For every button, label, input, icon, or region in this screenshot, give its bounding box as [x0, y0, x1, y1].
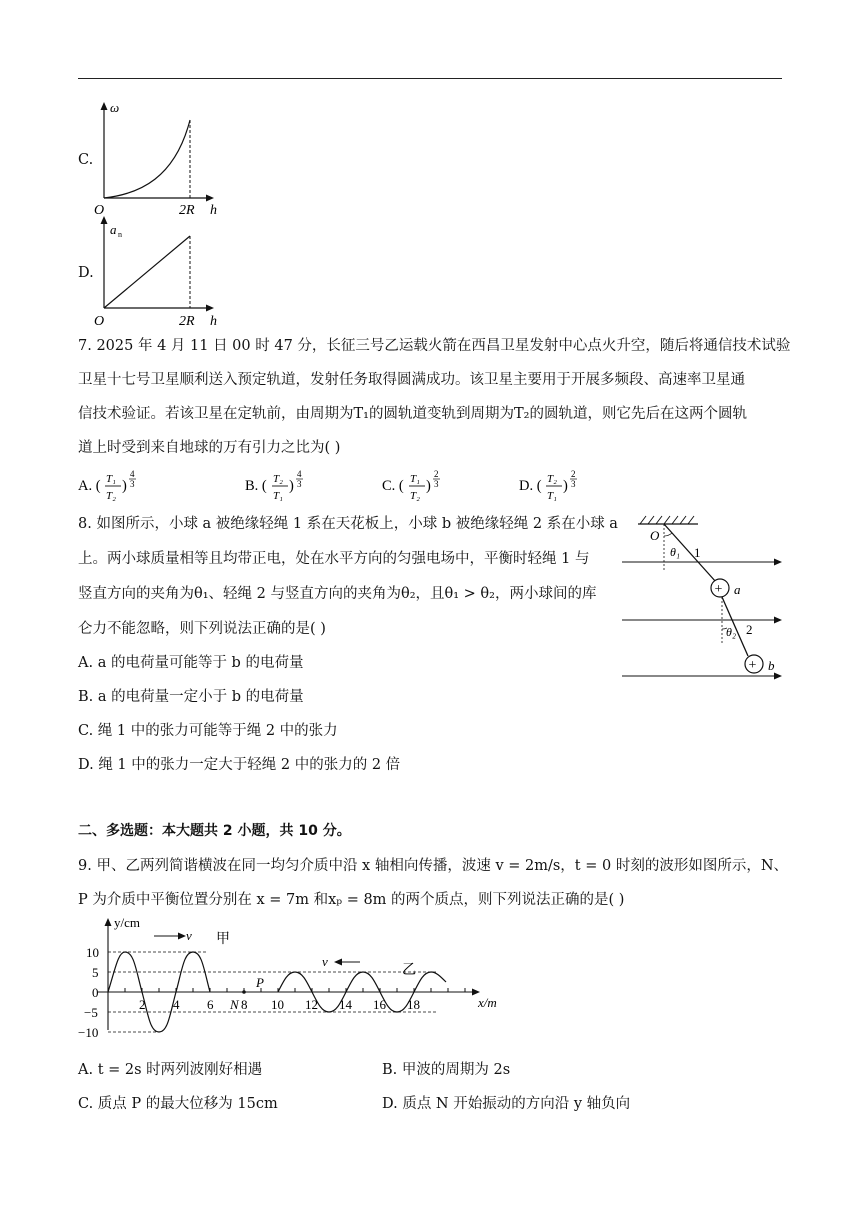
- svg-text:T₁: T₁: [410, 473, 420, 485]
- q7-option-c: [382, 469, 440, 502]
- label-P: P: [256, 975, 264, 990]
- q7-option-b: [245, 469, 303, 502]
- graph-d: [90, 212, 230, 330]
- q8-option-a: A. a 的电荷量可能等于 b 的电荷量: [78, 655, 304, 671]
- q7-line-2: 卫星十七号卫星顺利送入预定轨道，发射任务取得圆满成功。该卫星主要用于开展多频段、高速率卫星通: [78, 372, 745, 388]
- q9-option-c: C. 质点 P 的最大位移为 15cm: [78, 1096, 278, 1112]
- svg-text:T₂: T₂: [410, 490, 420, 502]
- svg-text:T₂: T₂: [273, 473, 283, 485]
- q9-line-2: P 为介质中平衡位置分别在 x = 7m 和xₚ = 8m 的两个质点，则下列说法正确的是( ): [78, 892, 625, 908]
- label-a: a: [734, 582, 741, 597]
- label-rope2: 2: [746, 622, 753, 637]
- svg-text:): ): [563, 478, 568, 494]
- x-tick-14: 14: [339, 997, 352, 1012]
- graph-c-curve: [104, 120, 190, 198]
- x-tick-4: 4: [173, 997, 180, 1012]
- svg-text:D. (: D. (: [519, 478, 542, 494]
- svg-text:C. (: C. (: [382, 478, 404, 494]
- q7-option-d: [519, 469, 577, 502]
- graph-c-x-arrow: [206, 195, 214, 202]
- graph-c-origin: O: [94, 203, 105, 218]
- graph-d-y-label: a: [110, 222, 117, 237]
- point-P: [242, 990, 246, 994]
- y-tick-10: 10: [86, 945, 99, 960]
- graph-c-y-label: ω: [110, 100, 120, 115]
- y-tick-minus10: −10: [78, 1025, 99, 1040]
- y-tick-minus5: −5: [84, 1005, 98, 1020]
- q8-line-4: 仑力不能忽略，则下列说法正确的是( ): [78, 621, 326, 637]
- graph-c: [90, 98, 230, 220]
- wave-b-name: 乙: [402, 963, 416, 978]
- graph-d-origin: O: [94, 314, 105, 329]
- q8-option-b: B. a 的电荷量一定小于 b 的电荷量: [78, 689, 304, 705]
- q7-line-4: 道上时受到来自地球的万有引力之比为( ): [78, 440, 341, 456]
- label-N: N: [230, 997, 239, 1012]
- label-O: O: [650, 528, 660, 543]
- x-tick-2: 2: [139, 997, 146, 1012]
- wave-a-v-label: v: [186, 928, 192, 943]
- svg-text:2: 2: [571, 469, 576, 479]
- x-tick-10: 10: [271, 997, 284, 1012]
- svg-text:+: +: [714, 582, 723, 597]
- svg-text:3: 3: [571, 479, 576, 489]
- svg-text:B. (: B. (: [245, 478, 267, 494]
- q9-wave-figure: [68, 910, 518, 1040]
- x-tick-6: 6: [207, 997, 214, 1012]
- q8-line-2: 上。两小球质量相等且均带正电，处在水平方向的匀强电场中，平衡时轻绳 1 与: [78, 551, 590, 567]
- x-tick-18: 18: [407, 997, 420, 1012]
- svg-text:2: 2: [434, 469, 439, 479]
- q9-option-d: D. 质点 N 开始振动的方向沿 y 轴负向: [382, 1096, 631, 1112]
- wave-a-name: 甲: [216, 932, 230, 947]
- q9-line-1: 9. 甲、乙两列简谐横波在同一均匀介质中沿 x 轴相向传播，波速 v = 2m/s，t = 0 时刻的波形如图所示，N、: [78, 858, 789, 874]
- section-2-title: 二、多选题：本大题共 2 小题，共 10 分。: [78, 823, 351, 839]
- graph-c-tick: 2R: [179, 203, 195, 218]
- q8-line-3: 竖直方向的夹角为θ₁、轻绳 2 与竖直方向的夹角为θ₂，且θ₁ > θ₂，两小球间的库: [78, 586, 597, 602]
- svg-text:3: 3: [434, 479, 439, 489]
- q8-option-d: D. 绳 1 中的张力一定大于轻绳 2 中的张力的 2 倍: [78, 757, 401, 773]
- wave-x-label: x/m: [478, 995, 497, 1010]
- svg-text:): ): [122, 478, 127, 494]
- svg-text:+: +: [748, 658, 757, 673]
- q7-options: [78, 468, 638, 504]
- label-theta1: θ₁: [670, 545, 681, 559]
- q8-line-1: 8. 如图所示，小球 a 被绝缘轻绳 1 系在天花板上，小球 b 被绝缘轻绳 2 系在小球 a: [78, 516, 618, 532]
- q9-option-b: B. 甲波的周期为 2s: [382, 1062, 511, 1078]
- wave-y-label: y/cm: [114, 915, 140, 930]
- svg-text:T₁: T₁: [547, 490, 557, 502]
- svg-text:T₁: T₁: [273, 490, 283, 502]
- label-b: b: [768, 658, 775, 673]
- graph-d-x-label: h: [210, 314, 217, 329]
- q9-option-a: A. t = 2s 时两列波刚好相遇: [78, 1062, 263, 1078]
- graph-c-y-arrow: [101, 102, 108, 110]
- graph-d-y-sub: n: [118, 230, 122, 239]
- wave-b-v-label: v: [322, 954, 328, 969]
- q7-line-3: 信技术验证。若该卫星在定轨前，由周期为T₁的圆轨道变轨到周期为T₂的圆轨道，则它先后在这两个圆轨: [78, 406, 747, 422]
- svg-text:4: 4: [130, 469, 135, 479]
- q8-option-c: C. 绳 1 中的张力可能等于绳 2 中的张力: [78, 723, 338, 739]
- label-theta2: θ₂: [726, 625, 737, 639]
- q8-figure: [618, 512, 788, 688]
- svg-text:): ): [426, 478, 431, 494]
- label-rope1: 1: [694, 545, 701, 560]
- q7-option-a: [78, 469, 136, 502]
- y-tick-5: 5: [92, 965, 99, 980]
- option-d-label: D.: [78, 265, 94, 281]
- svg-text:T₂: T₂: [106, 490, 116, 502]
- graph-d-x-arrow: [206, 305, 214, 312]
- x-tick-12: 12: [305, 997, 318, 1012]
- x-tick-16: 16: [373, 997, 386, 1012]
- y-tick-0: 0: [92, 985, 99, 1000]
- header-rule: [78, 78, 782, 79]
- q7-line-1: 7. 2025 年 4 月 11 日 00 时 47 分，长征三号乙运载火箭在西昌卫星发射中心点火升空，随后将通信技术试验: [78, 338, 791, 354]
- graph-d-line: [104, 236, 190, 308]
- svg-text:): ): [289, 478, 294, 494]
- option-c-label: C.: [78, 152, 94, 168]
- graph-d-tick: 2R: [179, 314, 195, 329]
- x-tick-8: 8: [241, 997, 248, 1012]
- graph-d-y-arrow: [101, 216, 108, 224]
- svg-text:3: 3: [130, 479, 135, 489]
- svg-text:T₁: T₁: [106, 473, 116, 485]
- svg-text:A. (: A. (: [78, 478, 101, 494]
- graph-c-x-label: h: [210, 203, 217, 218]
- svg-text:3: 3: [297, 479, 302, 489]
- ceiling-hatch: [640, 516, 694, 524]
- svg-text:4: 4: [297, 469, 302, 479]
- svg-text:T₂: T₂: [547, 473, 557, 485]
